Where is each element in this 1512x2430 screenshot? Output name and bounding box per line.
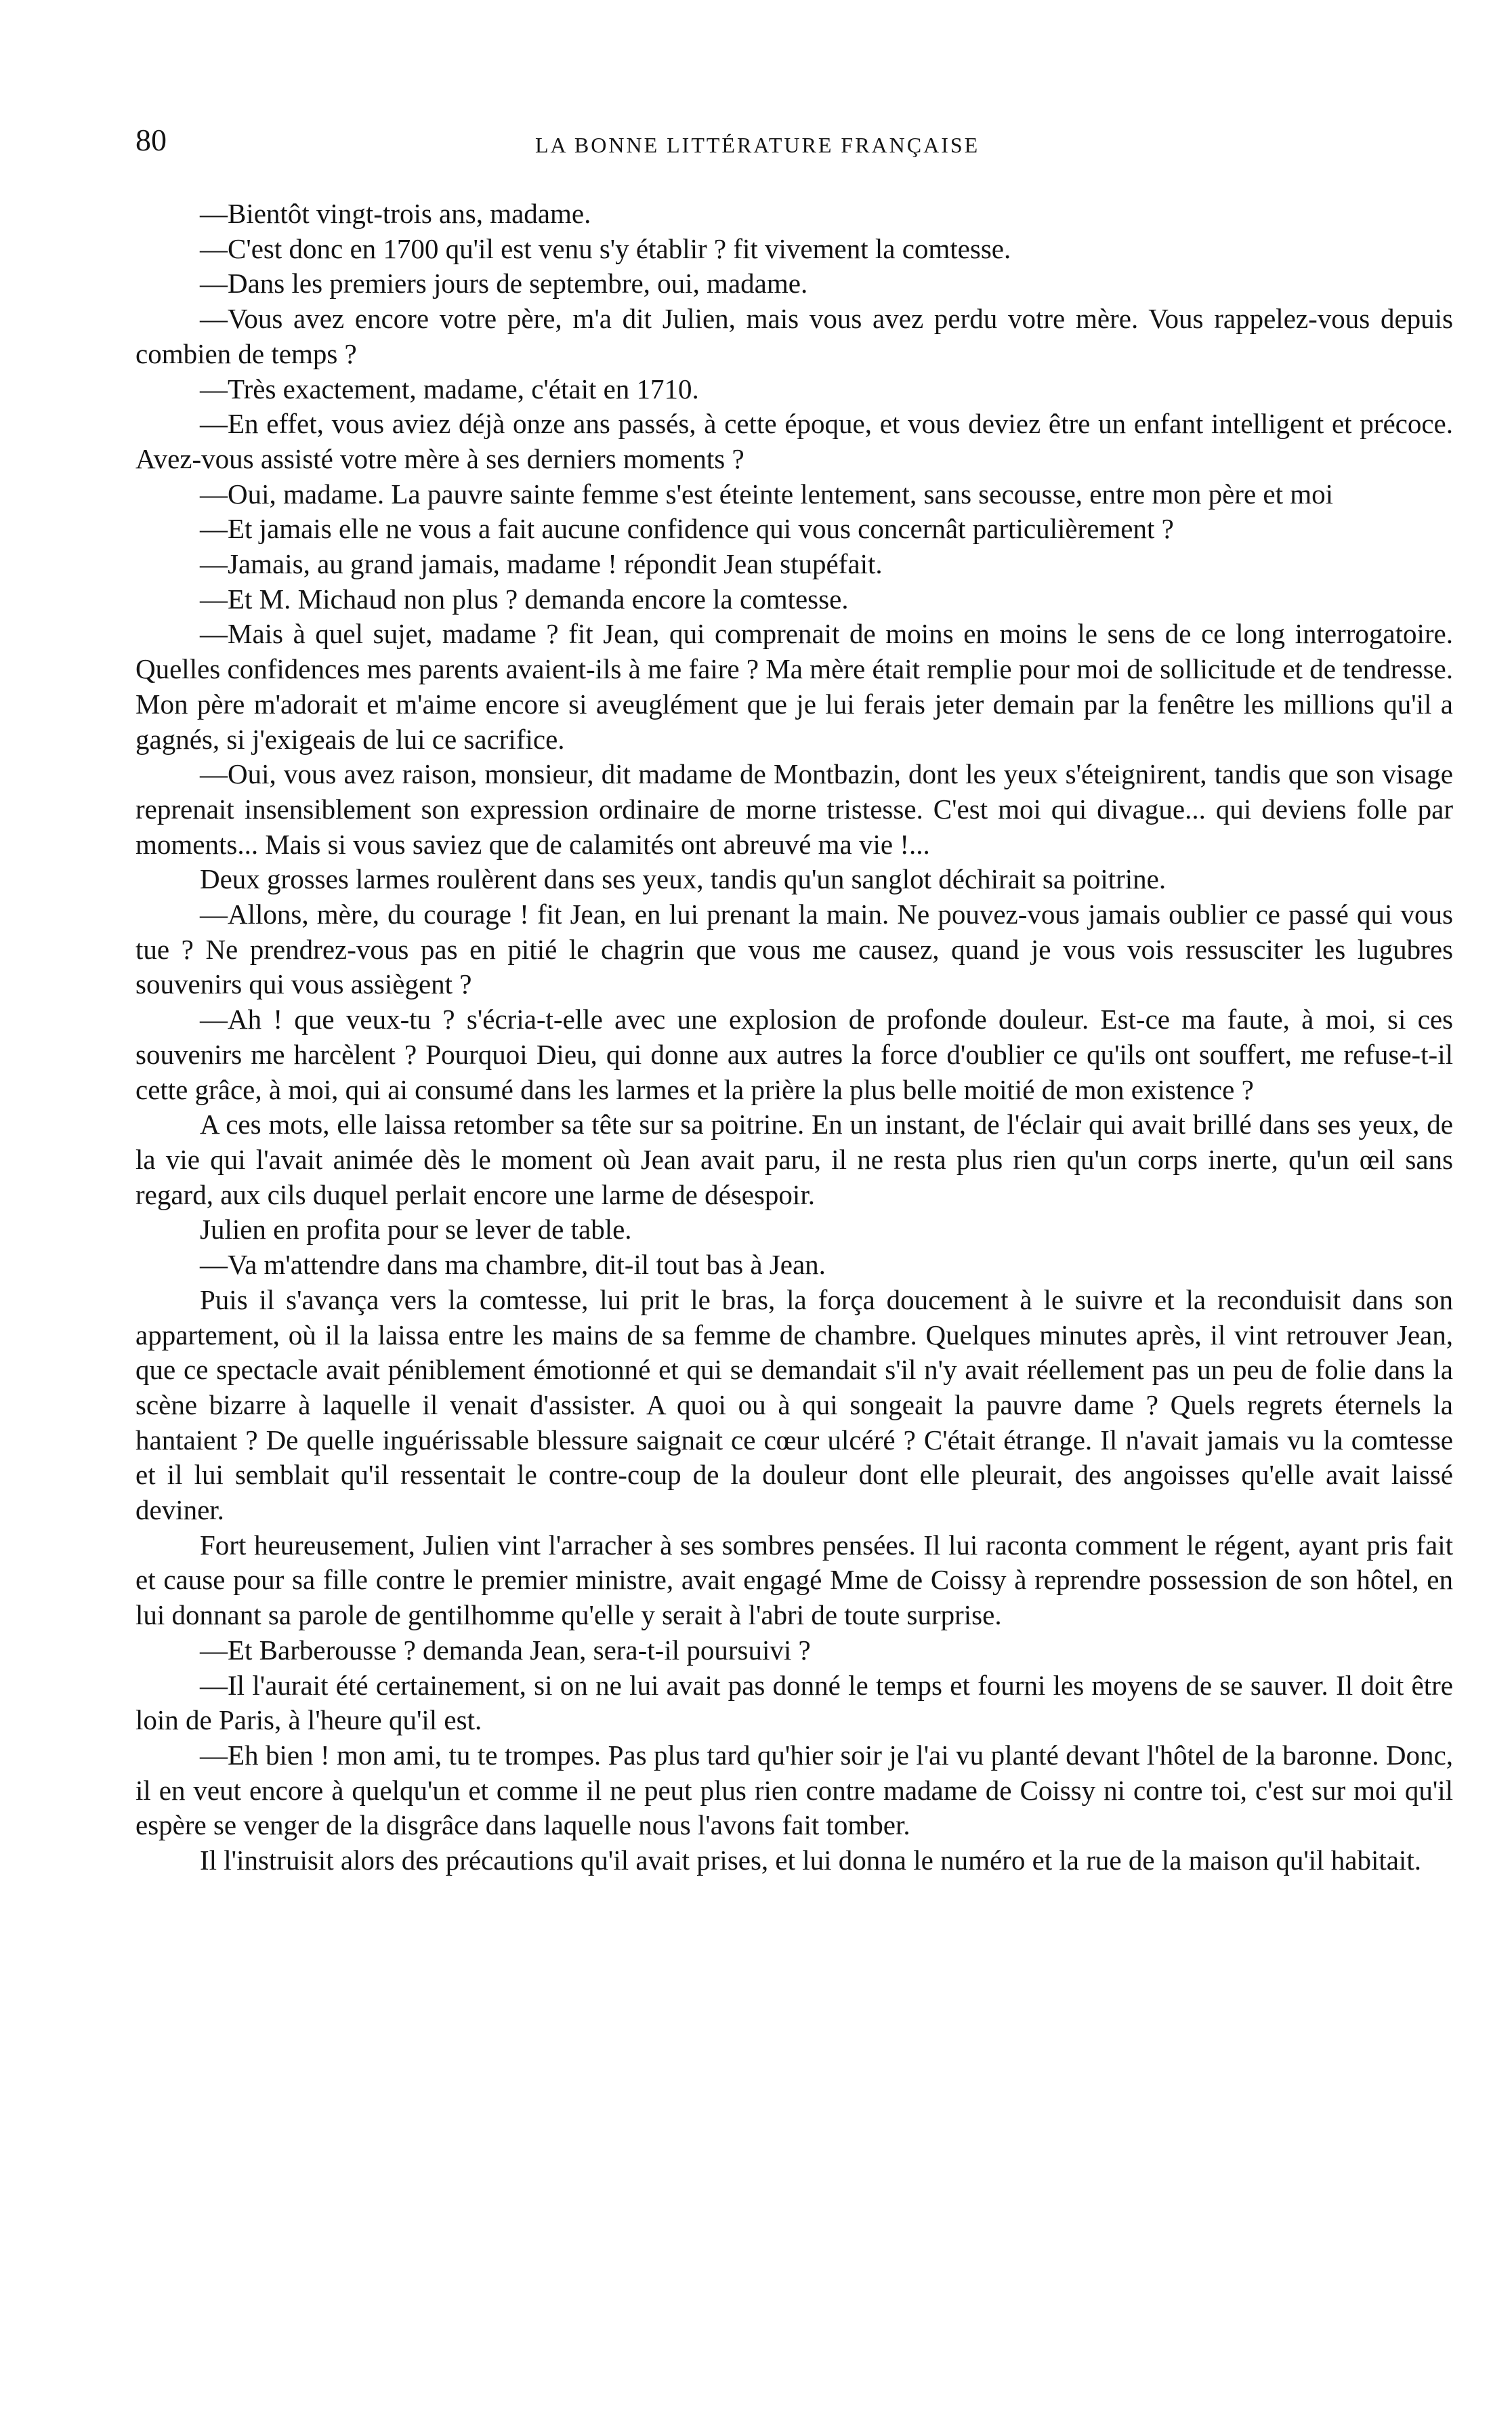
book-page bbox=[135, 122, 1453, 1876]
paragraph: —Il l'aurait été certainement, si on ne lui avait pas donné le temps et fourni les moyens de se sauver. Il doit être loin de Paris, à l'heure qu'il est. bbox=[135, 1669, 1453, 1736]
paragraph: Fort heureusement, Julien vint l'arracher à ses sombres pensées. Il lui raconta comment le régent, ayant pris fait et cause pour sa fille contre le premier ministre, avait engagé Mme de Coissy à reprendre possession de son hôtel, en lui donnant sa parole de gentilhomme qu'elle y serait à l'abri de toute surprise. bbox=[135, 1529, 1453, 1631]
paragraph: Il l'instruisit alors des précautions qu'il avait prises, et lui donna le numéro et la rue de la maison qu'il habitait. bbox=[200, 1845, 1421, 1876]
paragraph: —Ah ! que veux-tu ? s'écria-t-elle avec une explosion de profonde douleur. Est-ce ma faute, à moi, si ces souvenirs me harcèlent ? Pourquoi Dieu, qui donne aux autres la force d'oublier ce qu'ils ont souffert, me refuse-t-il cette grâce, à moi, qui ai consumé dans les larmes et la prière la plus belle moitié de mon existence ? bbox=[135, 1004, 1453, 1105]
paragraph: —Va m'attendre dans ma chambre, dit-il tout bas à Jean. bbox=[200, 1249, 826, 1281]
paragraph: —Vous avez encore votre père, m'a dit Julien, mais vous avez perdu votre mère. Vous rappelez-vous depuis combien de temps ? bbox=[135, 303, 1453, 369]
paragraph: —Très exactement, madame, c'était en 1710. bbox=[200, 373, 699, 405]
body-text bbox=[135, 197, 1453, 1878]
paragraph: —Et M. Michaud non plus ? demanda encore la comtesse. bbox=[200, 583, 849, 615]
paragraph: —Et jamais elle ne vous a fait aucune confidence qui vous concernât particulièrement ? bbox=[200, 513, 1174, 545]
paragraph: —Dans les premiers jours de septembre, oui, madame. bbox=[200, 268, 808, 300]
paragraph: Julien en profita pour se lever de table. bbox=[200, 1214, 632, 1245]
page-number: 80 bbox=[135, 123, 167, 157]
paragraph: Puis il s'avança vers la comtesse, lui prit le bras, la força doucement à le suivre et la reconduisit dans son appartement, où il la laissa entre les mains de sa femme de chambre. Quelques minutes après, il vint retrouver Jean, que ce spectacle avait péniblement émotionné et qui se demandait s'il n'y avait réellement pas un peu de folie dans la scène bizarre à laquelle il venait d'assister. A quoi ou à qui songeait la pauvre dame ? Quels regrets éternels la hantaient ? De quelle inguérissable blessure saignait ce cœur ulcéré ? C'était étrange. Il n'avait jamais vu la comtesse et il lui semblait qu'il ressentait le contre-coup de la douleur dont elle pleurait, des angoisses qu'elle avait laissé deviner. bbox=[135, 1283, 1453, 1526]
page-header bbox=[135, 122, 1453, 176]
paragraph: —Bientôt vingt-trois ans, madame. bbox=[200, 198, 591, 229]
paragraph: —Et Barberousse ? demanda Jean, sera-t-il poursuivi ? bbox=[200, 1634, 811, 1666]
paragraph: Deux grosses larmes roulèrent dans ses yeux, tandis qu'un sanglot déchirait sa poitrine. bbox=[200, 863, 1167, 895]
paragraph: —Mais à quel sujet, madame ? fit Jean, qui comprenait de moins en moins le sens de ce long interrogatoire. Quelles confidences mes parents avaient-ils à me faire ? Ma mère était remplie pour moi de sollicitude et de tendresse. Mon père m'adorait et m'aime encore si aveuglément que je lui ferais jeter demain par la fenêtre les millions qu'il a gagnés, si j'exigeais de lui ce sacrifice. bbox=[135, 618, 1453, 755]
paragraph: —Oui, madame. La pauvre sainte femme s'est éteinte lentement, sans secousse, entre mon père et moi bbox=[200, 478, 1334, 510]
paragraph: —Jamais, au grand jamais, madame ! répondit Jean stupéfait. bbox=[200, 548, 883, 580]
paragraph: —Allons, mère, du courage ! fit Jean, en lui prenant la main. Ne pouvez-vous jamais oublier ce passé qui vous tue ? Ne prendrez-vous pas en pitié le chagrin que vous me causez, quand je vous vois ressusciter les lugubres souvenirs qui vous assiègent ? bbox=[135, 899, 1453, 1000]
paragraph: —Oui, vous avez raison, monsieur, dit madame de Montbazin, dont les yeux s'éteignirent, tandis que son visage reprenait insensiblement son expression ordinaire de morne tristesse. C'est moi qui divague... qui deviens folle par moments... Mais si vous saviez que de calamités ont abreuvé ma vie !... bbox=[135, 758, 1453, 860]
paragraph: A ces mots, elle laissa retomber sa tête sur sa poitrine. En un instant, de l'éclair qui avait brillé dans ses yeux, de la vie qui l'avait animée dès le moment où Jean avait paru, il ne resta plus rien qu'un corps inerte, qu'un œil sans regard, aux cils duquel perlait encore une larme de désespoir. bbox=[135, 1109, 1453, 1210]
paragraph: —En effet, vous aviez déjà onze ans passés, à cette époque, et vous deviez être un enfant intelligent et précoce. Avez-vous assisté votre mère à ses derniers moments ? bbox=[135, 408, 1453, 474]
paragraph: —Eh bien ! mon ami, tu te trompes. Pas plus tard qu'hier soir je l'ai vu planté devant l'hôtel de la baronne. Donc, il en veut encore à quelqu'un et comme il ne peut plus rien contre madame de Coissy ni contre toi, c'est sur moi qu'il espère se venger de la disgrâce dans laquelle nous l'avons fait tomber. bbox=[135, 1739, 1453, 1841]
paragraph: —C'est donc en 1700 qu'il est venu s'y établir ? fit vivement la comtesse. bbox=[200, 232, 1011, 264]
running-title: LA BONNE LITTÉRATURE FRANÇAISE bbox=[535, 133, 980, 157]
